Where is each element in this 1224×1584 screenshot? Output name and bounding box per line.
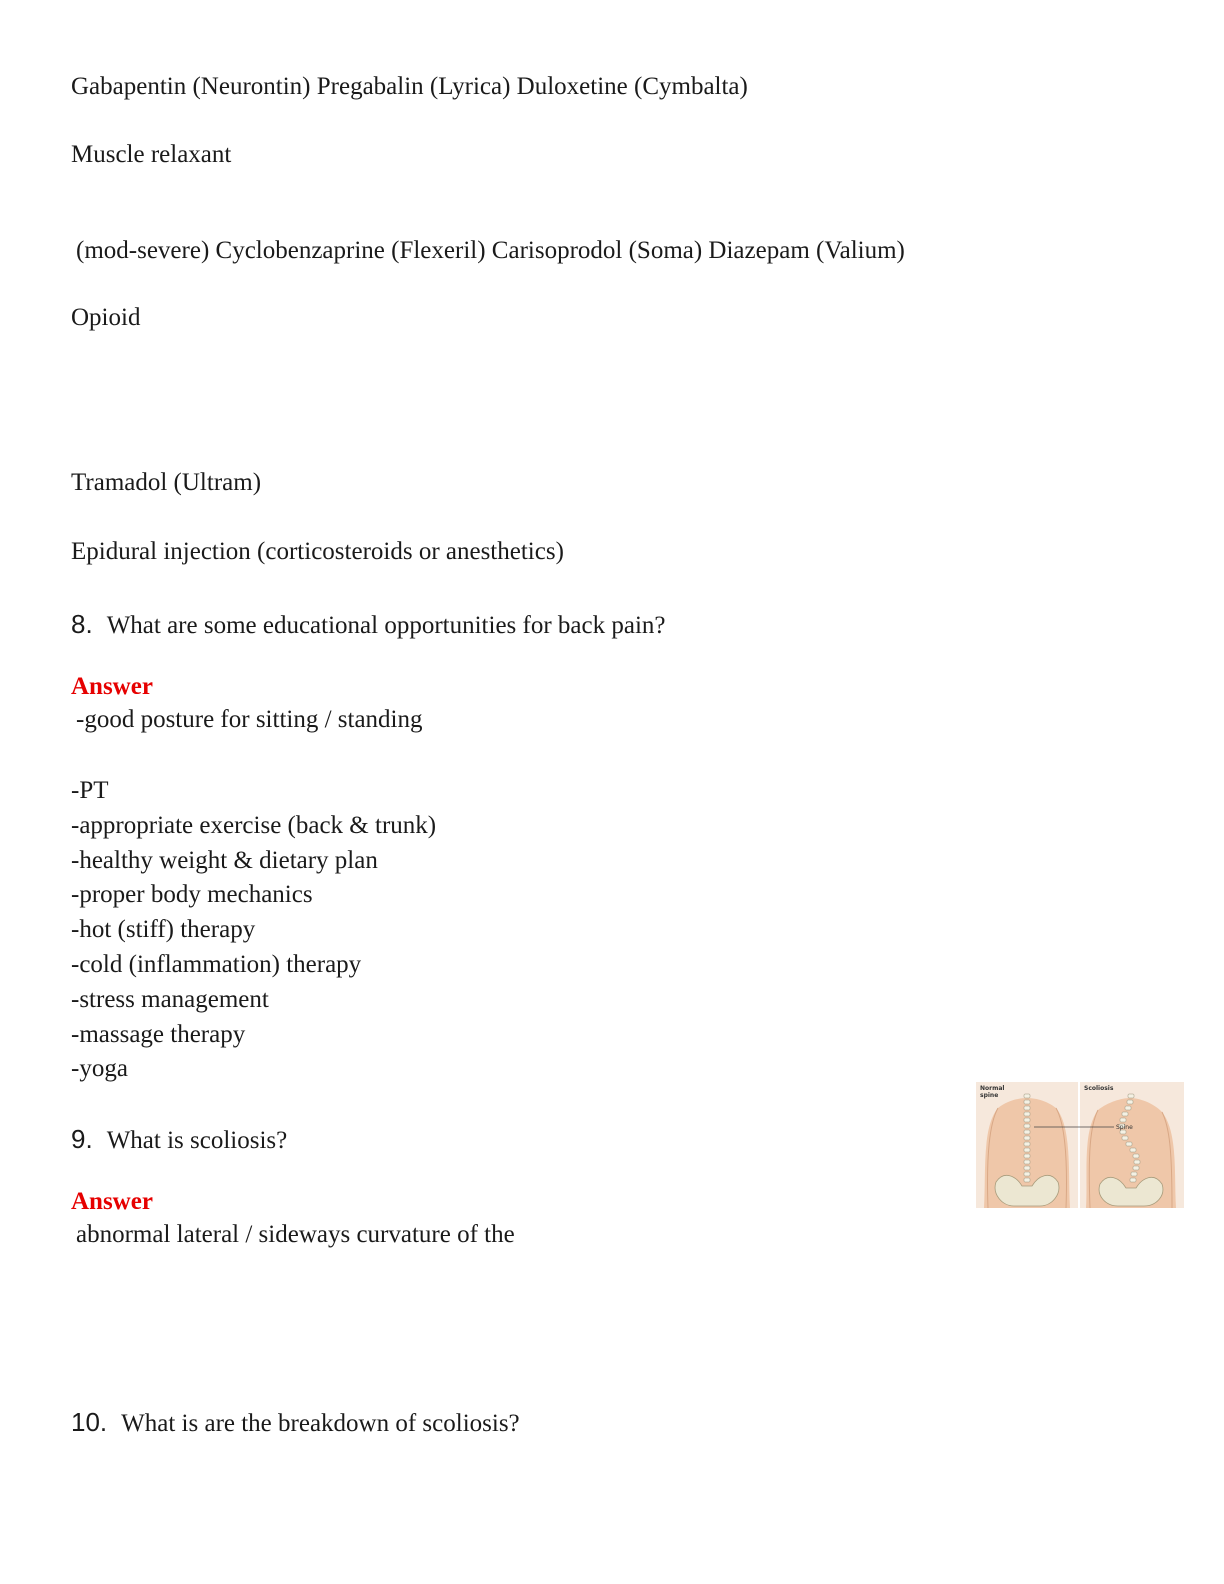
question-9-number: 9. bbox=[71, 1124, 93, 1154]
anticonvulsant-drugs-line: Gabapentin (Neurontin) Pregabalin (Lyrica) Duloxetine (Cymbalta) bbox=[71, 73, 748, 100]
tramadol-line: Tramadol (Ultram) bbox=[71, 469, 262, 496]
list-item: -appropriate exercise (back & trunk) bbox=[71, 811, 437, 839]
opioid-heading: Opioid bbox=[71, 304, 141, 331]
epidural-line: Epidural injection (corticosteroids or anesthetics) bbox=[71, 538, 564, 565]
normal-spine-label-2: spine bbox=[980, 1092, 999, 1099]
scoliosis-label: Scoliosis bbox=[1084, 1085, 1114, 1092]
question-10-number: 10. bbox=[71, 1407, 108, 1437]
question-8-answer-first: -good posture for sitting / standing bbox=[76, 706, 423, 733]
question-9-text: What is scoliosis? bbox=[106, 1127, 288, 1154]
normal-spine-panel bbox=[976, 1082, 1078, 1208]
question-8-answer-list bbox=[71, 774, 436, 1087]
list-item: -stress management bbox=[71, 985, 269, 1013]
question-10-text: What is are the breakdown of scoliosis? bbox=[121, 1410, 520, 1437]
list-item: -hot (stiff) therapy bbox=[71, 916, 256, 944]
normal-spine-label-1: Normal bbox=[980, 1085, 1005, 1092]
list-item: -cold (inflammation) therapy bbox=[71, 950, 362, 978]
scoliosis-illustration bbox=[976, 1082, 1184, 1208]
scoliosis-figure bbox=[976, 1082, 1184, 1208]
question-8-number: 8. bbox=[71, 609, 93, 639]
muscle-relaxant-drugs-line: (mod-severe) Cyclobenzaprine (Flexeril) Carisoprodol (Soma) Diazepam (Valium) bbox=[76, 237, 905, 264]
list-item: -healthy weight & dietary plan bbox=[71, 846, 378, 874]
question-9 bbox=[71, 1124, 287, 1156]
list-item: -PT bbox=[71, 777, 109, 804]
question-8-answer-label: Answer bbox=[71, 673, 153, 700]
question-8-text: What are some educational opportunities for back pain? bbox=[106, 612, 666, 639]
question-10 bbox=[71, 1407, 520, 1439]
list-item: -yoga bbox=[71, 1055, 128, 1083]
question-9-answer-text: abnormal lateral / sideways curvature of the bbox=[76, 1221, 515, 1248]
spine-pointer-label: Spine bbox=[1116, 1124, 1133, 1131]
question-9-answer-label: Answer bbox=[71, 1188, 153, 1215]
list-item: -massage therapy bbox=[71, 1020, 246, 1048]
list-item: -proper body mechanics bbox=[71, 881, 313, 909]
muscle-relaxant-heading: Muscle relaxant bbox=[71, 141, 232, 168]
normal-vertebrae bbox=[1024, 1094, 1030, 1182]
question-8 bbox=[71, 609, 666, 641]
